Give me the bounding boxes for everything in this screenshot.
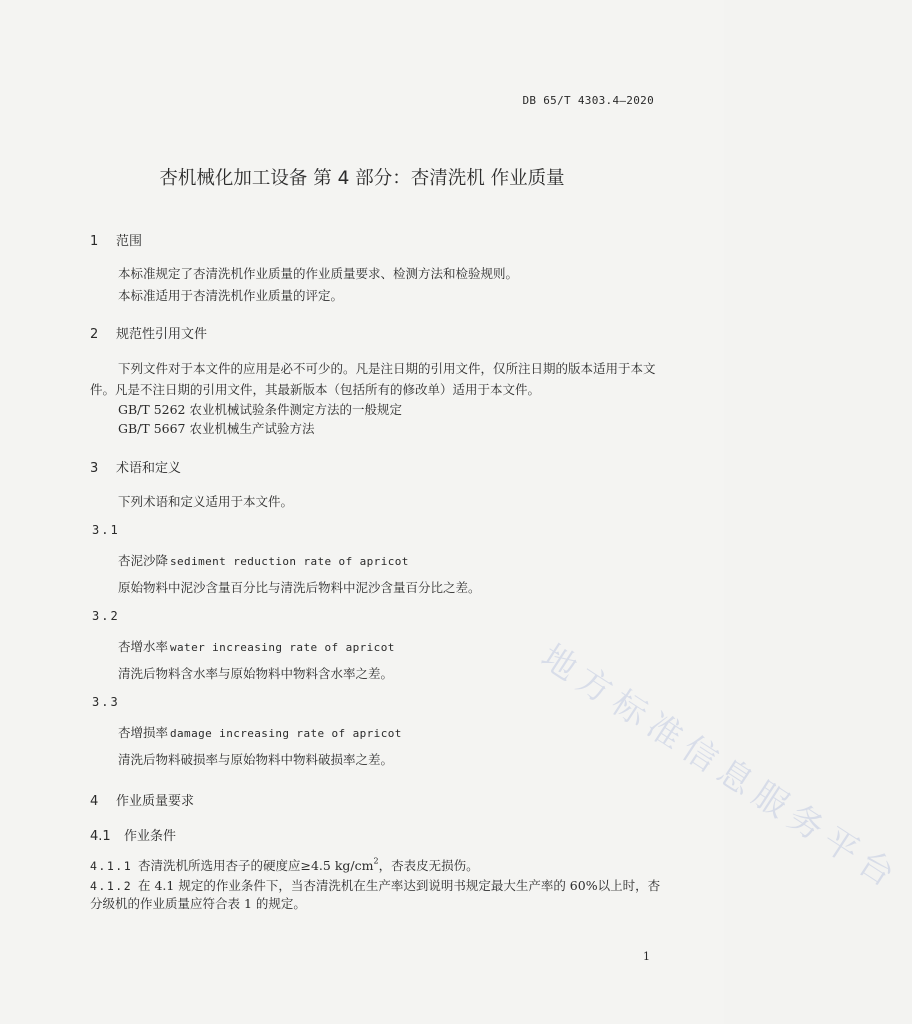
term-english: sediment reduction rate of apricot xyxy=(170,555,409,568)
term-definition: 原始物料中泥沙含量百分比与清洗后物料中泥沙含量百分比之差。 xyxy=(118,580,481,595)
clause-text: 杏清洗机所选用杏子的硬度应≥4.5 kg/cm xyxy=(138,858,374,873)
term-chinese: 杏泥沙降 xyxy=(118,553,169,568)
subsection-4-1-heading xyxy=(90,825,176,844)
clause-continuation: 分级机的作业质量应符合表 1 的规定。 xyxy=(90,896,306,911)
clause-4-1-1 xyxy=(90,855,479,874)
term-entry xyxy=(118,637,395,655)
term-english: damage increasing rate of apricot xyxy=(170,727,402,740)
section-2-heading xyxy=(90,323,207,342)
section-number: 4 xyxy=(90,794,99,809)
paragraph: 下列文件对于本文件的应用是必不可少的。凡是注日期的引用文件，仅所注日期的版本适用于本文 xyxy=(118,361,656,376)
paragraph-continuation: 件。凡是不注日期的引用文件，其最新版本（包括所有的修改单）适用于本文件。 xyxy=(90,382,541,397)
clause-4-1-2 xyxy=(90,875,660,894)
term-number: 3.1 xyxy=(92,523,120,537)
paragraph: 本标准适用于杏清洗机作业质量的评定。 xyxy=(118,288,344,303)
watermark-text: 地方标准信息服务平台 xyxy=(533,636,908,900)
term-entry xyxy=(118,723,402,741)
term-definition: 清洗后物料破损率与原始物料中物料破损率之差。 xyxy=(118,752,394,767)
section-1-heading xyxy=(90,230,142,249)
section-number: 1 xyxy=(90,234,99,249)
reference-item: GB/T 5667 农业机械生产试验方法 xyxy=(118,421,315,436)
subsection-title: 作业条件 xyxy=(124,829,177,844)
term-number: 3.2 xyxy=(92,609,120,623)
clause-number: 4.1.2 xyxy=(90,879,133,893)
paragraph: 本标准规定了杏清洗机作业质量的作业质量要求、检测方法和检验规则。 xyxy=(118,266,519,281)
section-number: 2 xyxy=(90,327,99,342)
term-chinese: 杏增水率 xyxy=(118,639,169,654)
term-chinese: 杏增损率 xyxy=(118,725,169,740)
term-english: water increasing rate of apricot xyxy=(170,641,395,654)
section-title: 作业质量要求 xyxy=(116,794,195,809)
clause-text: ，杏表皮无损伤。 xyxy=(378,858,479,873)
term-number: 3.3 xyxy=(92,695,120,709)
paragraph: 下列术语和定义适用于本文件。 xyxy=(118,494,294,509)
subsection-number: 4.1 xyxy=(90,829,111,844)
clause-number: 4.1.1 xyxy=(90,859,133,873)
superscript: 2 xyxy=(373,856,379,866)
clause-text: 在 4.1 规定的作业条件下，当杏清洗机在生产率达到说明书规定最大生产率的 60%以上时，杏 xyxy=(138,878,661,893)
section-title: 范围 xyxy=(116,234,143,249)
section-title: 术语和定义 xyxy=(116,461,182,476)
standard-code: DB 65/T 4303.4—2020 xyxy=(522,94,654,107)
page-number: 1 xyxy=(643,950,650,963)
section-number: 3 xyxy=(90,461,99,476)
document-title: 杏机械化加工设备 第 4 部分：杏清洗机 作业质量 xyxy=(159,168,565,189)
section-4-heading xyxy=(90,790,194,809)
section-title: 规范性引用文件 xyxy=(116,327,208,342)
section-3-heading xyxy=(90,457,181,476)
term-definition: 清洗后物料含水率与原始物料中物料含水率之差。 xyxy=(118,666,394,681)
term-entry xyxy=(118,551,409,569)
reference-item: GB/T 5262 农业机械试验条件测定方法的一般规定 xyxy=(118,402,402,417)
